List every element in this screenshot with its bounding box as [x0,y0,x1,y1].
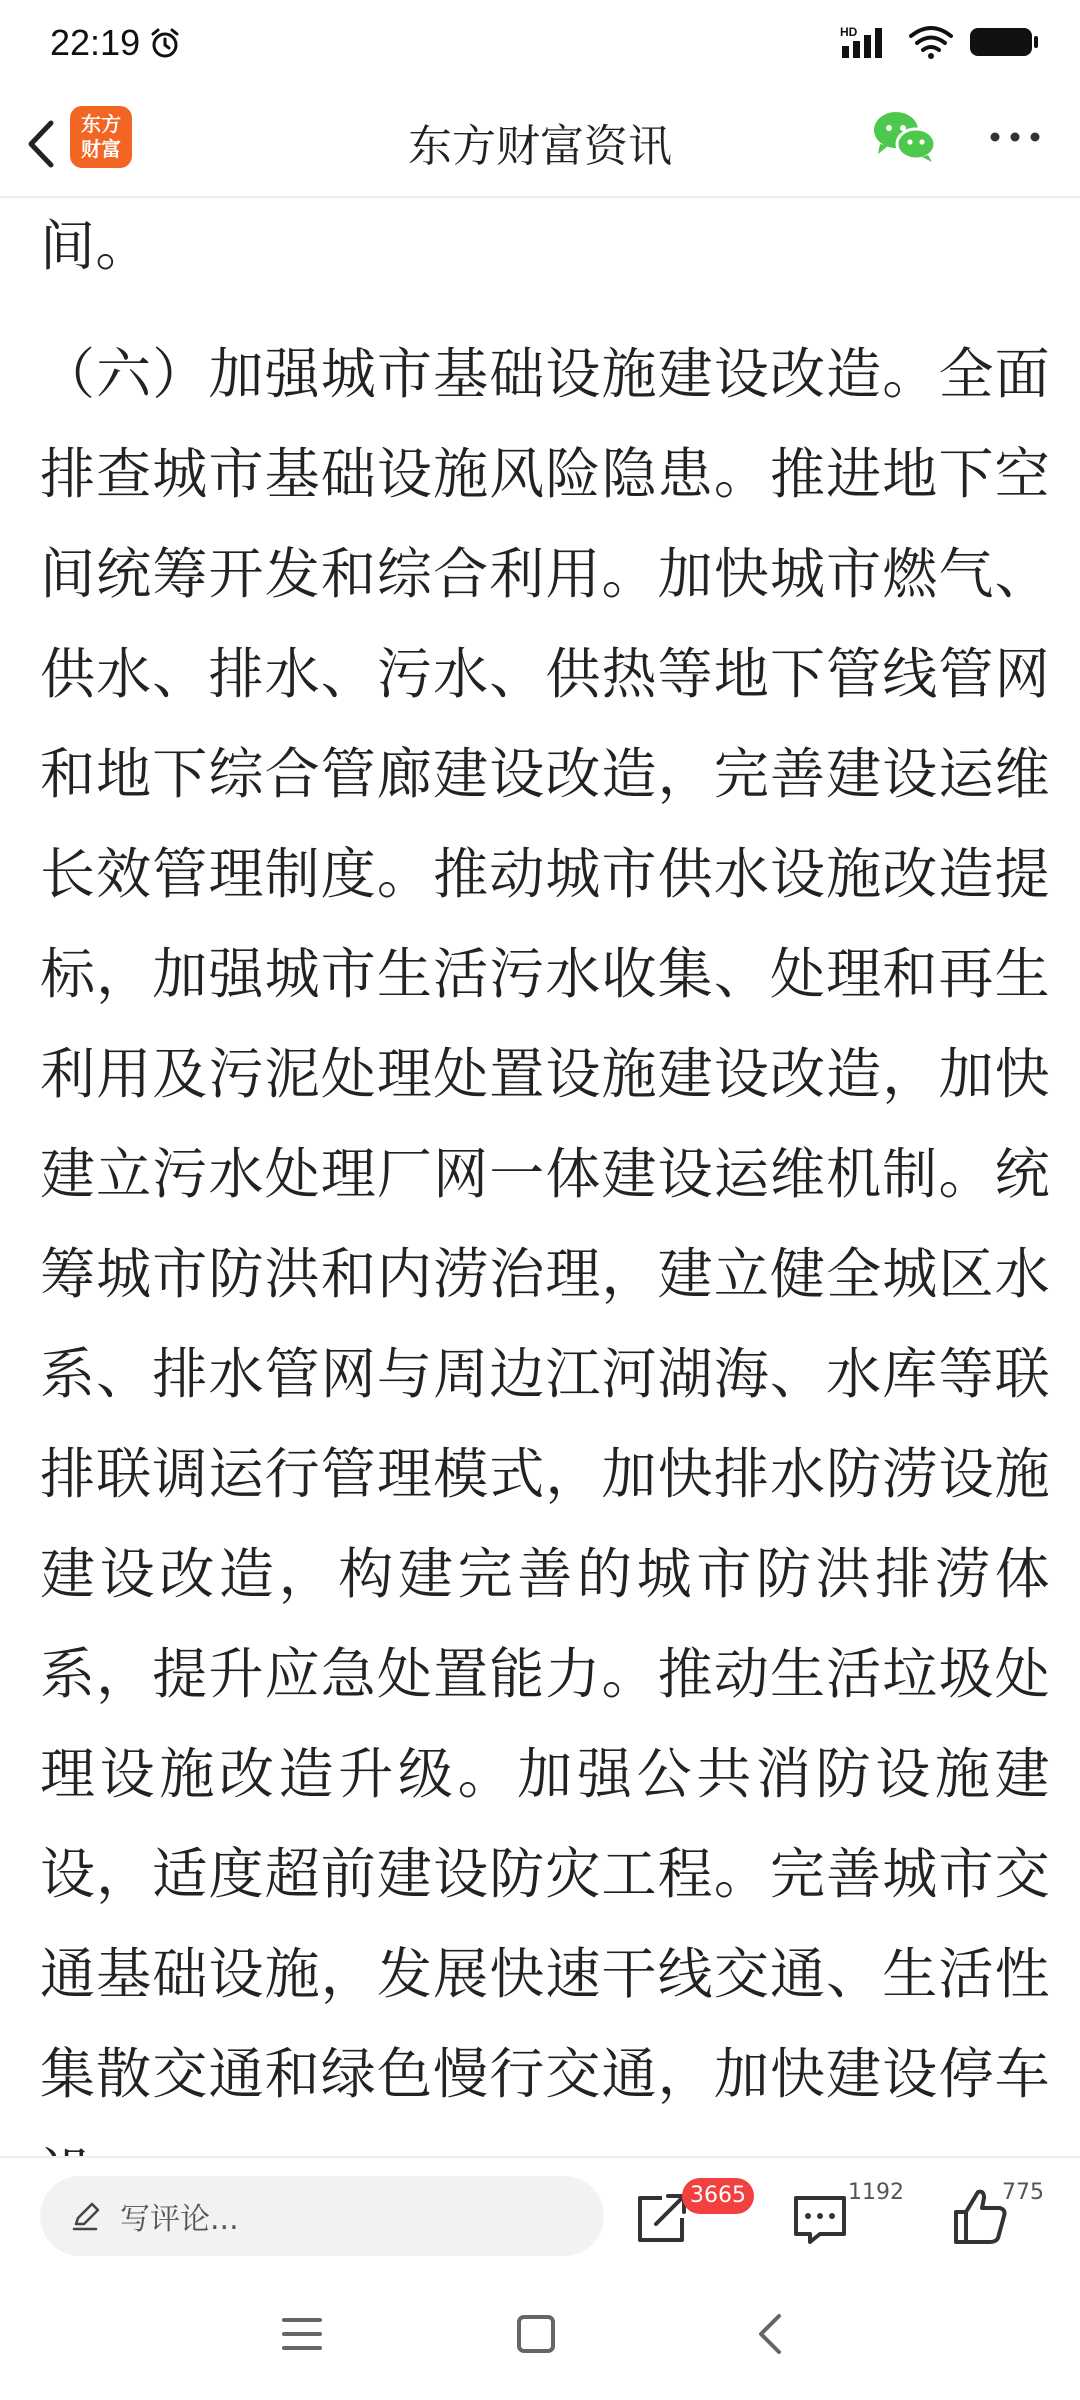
page-title: 东方财富资讯 [408,121,672,172]
wechat-share-button[interactable] [870,108,940,164]
more-button[interactable] [980,112,1050,162]
system-home-button[interactable] [496,2294,576,2374]
app-logo-line1: 东方 [81,112,121,136]
battery-icon [968,24,1040,60]
comments-button[interactable] [790,2178,850,2248]
back-nav-icon [755,2312,785,2356]
system-back-button[interactable] [730,2294,810,2374]
home-icon [516,2314,556,2354]
article-body [40,196,1050,2156]
wifi-icon [908,24,954,60]
app-logo-line2: 财富 [81,137,121,161]
comment-placeholder: 写评论... [120,2202,239,2237]
more-icon [989,131,1041,143]
pen-icon [70,2200,102,2232]
status-time-group [50,22,182,64]
likes-count: 775 [1002,2180,1044,2205]
comment-input[interactable] [40,2176,604,2256]
status-bar [0,0,1080,92]
top-nav-bar [0,92,1080,198]
article-prev-tail: 间。 [40,214,151,278]
system-menu-button[interactable] [262,2294,342,2374]
comment-bubble-icon [790,2178,850,2248]
status-time: 22:19 [50,22,141,63]
back-button[interactable] [18,116,62,172]
svg-text:HD: HD [840,25,858,39]
hd-signal-icon [840,24,894,60]
like-button[interactable] [950,2178,1010,2248]
status-icons [840,24,1040,60]
wechat-icon [870,108,940,164]
menu-icon [282,2316,322,2352]
thumbs-up-icon [950,2178,1010,2248]
comments-count: 1192 [848,2180,904,2205]
back-icon [25,119,55,169]
alarm-icon [148,26,182,60]
share-count-badge: 3665 [682,2178,754,2214]
app-logo[interactable] [70,106,132,168]
system-nav-bar [0,2268,1080,2400]
article-paragraph: （六）加强城市基础设施建设改造。全面排查城市基础设施风险隐患。推进地下空间统筹开发和综合利用。加快城市燃气、供水、排水、污水、供热等地下管线管网和地下综合管廊建设改造，完善建设运维长效管理制度。推动城市供水设施改造提标，加强城市生活污水收集、处理和再生利用及污泥处理处置设施建设改造，加快建立污水处理厂网一体建设运维机制。统筹城市防洪和内涝治理，建立健全城区水系、排水管网与周边江河湖海、水库等联排联调运行管理模式，加快排水防涝设施建设改造，构建完善的城市防洪排涝体系，提升应急处置能力。推动生活垃圾处理设施改造升级。加强公共消防设施建设，适度超前建设防灾工程。完善城市交通基础设施，发展快速干线交通、生活性集散交通和绿色慢行交通，加快建设停车 [40,342,1050,2106]
bottom-action-bar [0,2156,1080,2270]
